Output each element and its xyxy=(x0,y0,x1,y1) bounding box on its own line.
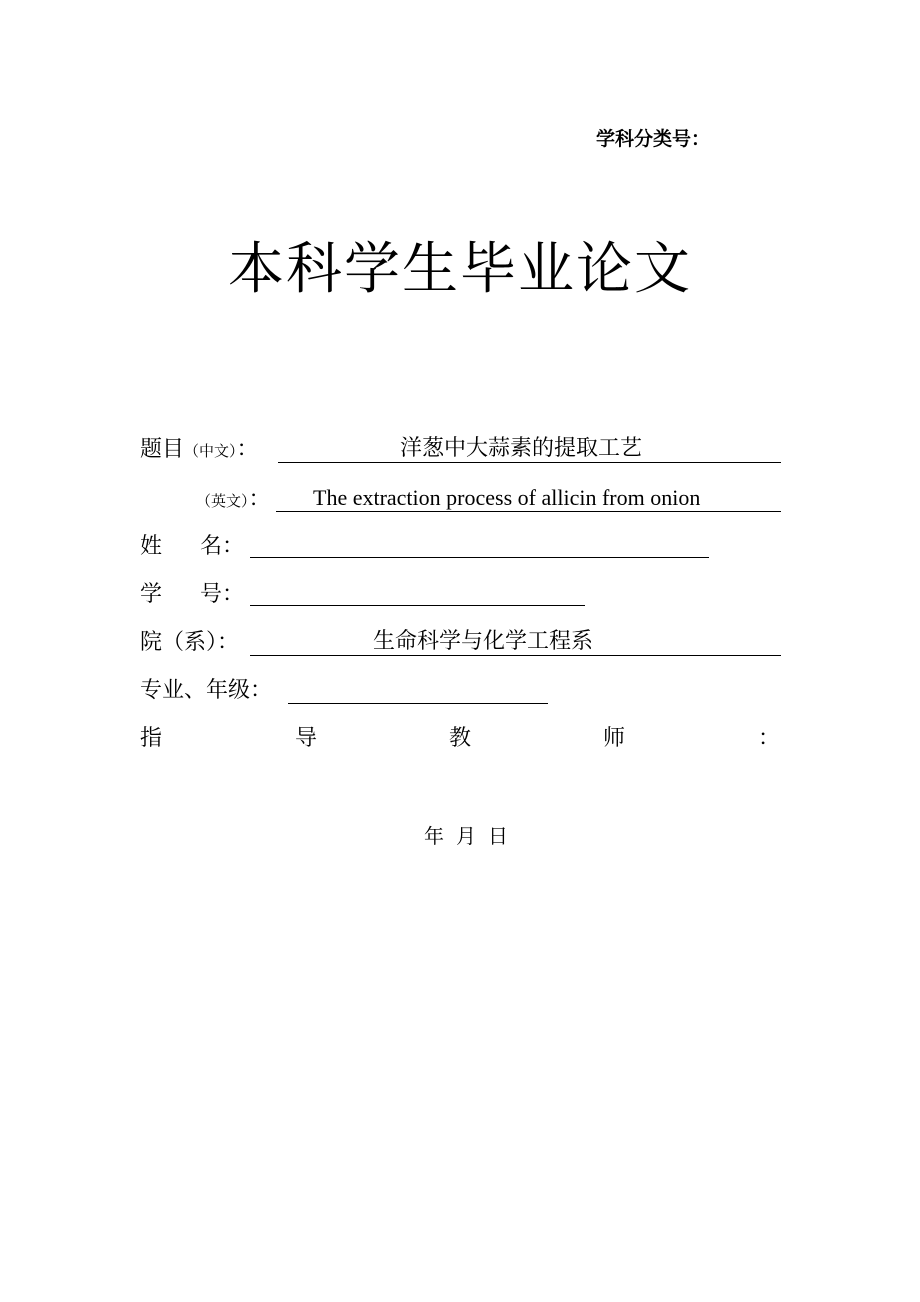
name-label-2: 名 xyxy=(200,534,223,559)
major-colon: ： xyxy=(250,678,273,703)
name-label-row xyxy=(200,532,244,562)
topic-en-note: （英文） xyxy=(196,492,249,510)
topic-en-value: The extraction process of allicin from onion xyxy=(313,485,701,510)
department-label: 院（系） xyxy=(140,630,218,655)
topic-en-colon: ： xyxy=(248,487,271,512)
department-value: 生命科学与化学工程系 xyxy=(373,629,594,654)
topic-colon: ： xyxy=(236,437,259,462)
department-colon: ： xyxy=(217,630,240,655)
advisor-label-char-4: 师 xyxy=(603,726,626,751)
topic-cn-note: （中文） xyxy=(184,442,237,460)
name-colon: ： xyxy=(222,534,245,559)
topic-label-row xyxy=(140,435,259,466)
name-label-1: 姓 xyxy=(140,534,163,559)
student-id-colon: ： xyxy=(222,582,245,607)
student-id-label-1: 学 xyxy=(140,582,163,607)
topic-label: 题目 xyxy=(140,437,185,462)
classification-label: 学科分类号： xyxy=(596,128,711,150)
page-title: 本科学生毕业论文 xyxy=(228,237,692,302)
name-field[interactable] xyxy=(250,527,709,558)
major-field[interactable] xyxy=(288,673,548,704)
date-day-char: 日 xyxy=(488,824,508,848)
major-label-row xyxy=(140,676,272,706)
student-id-label-2: 号 xyxy=(200,582,223,607)
advisor-label-char-3: 教 xyxy=(449,726,472,751)
topic-cn-value: 洋葱中大蒜素的提取工艺 xyxy=(400,436,643,461)
date-year-char: 年 xyxy=(424,824,444,848)
topic-en-label-row xyxy=(196,485,271,516)
advisor-label-char-1: 指 xyxy=(140,726,163,751)
major-label: 专业、年级 xyxy=(140,678,251,703)
student-id-field[interactable] xyxy=(250,575,585,606)
advisor-label-char-2: 导 xyxy=(295,726,318,751)
date-month-char: 月 xyxy=(456,824,476,848)
department-label-row xyxy=(140,628,239,658)
advisor-colon: ： xyxy=(758,726,781,751)
student-id-label-row xyxy=(200,580,244,610)
